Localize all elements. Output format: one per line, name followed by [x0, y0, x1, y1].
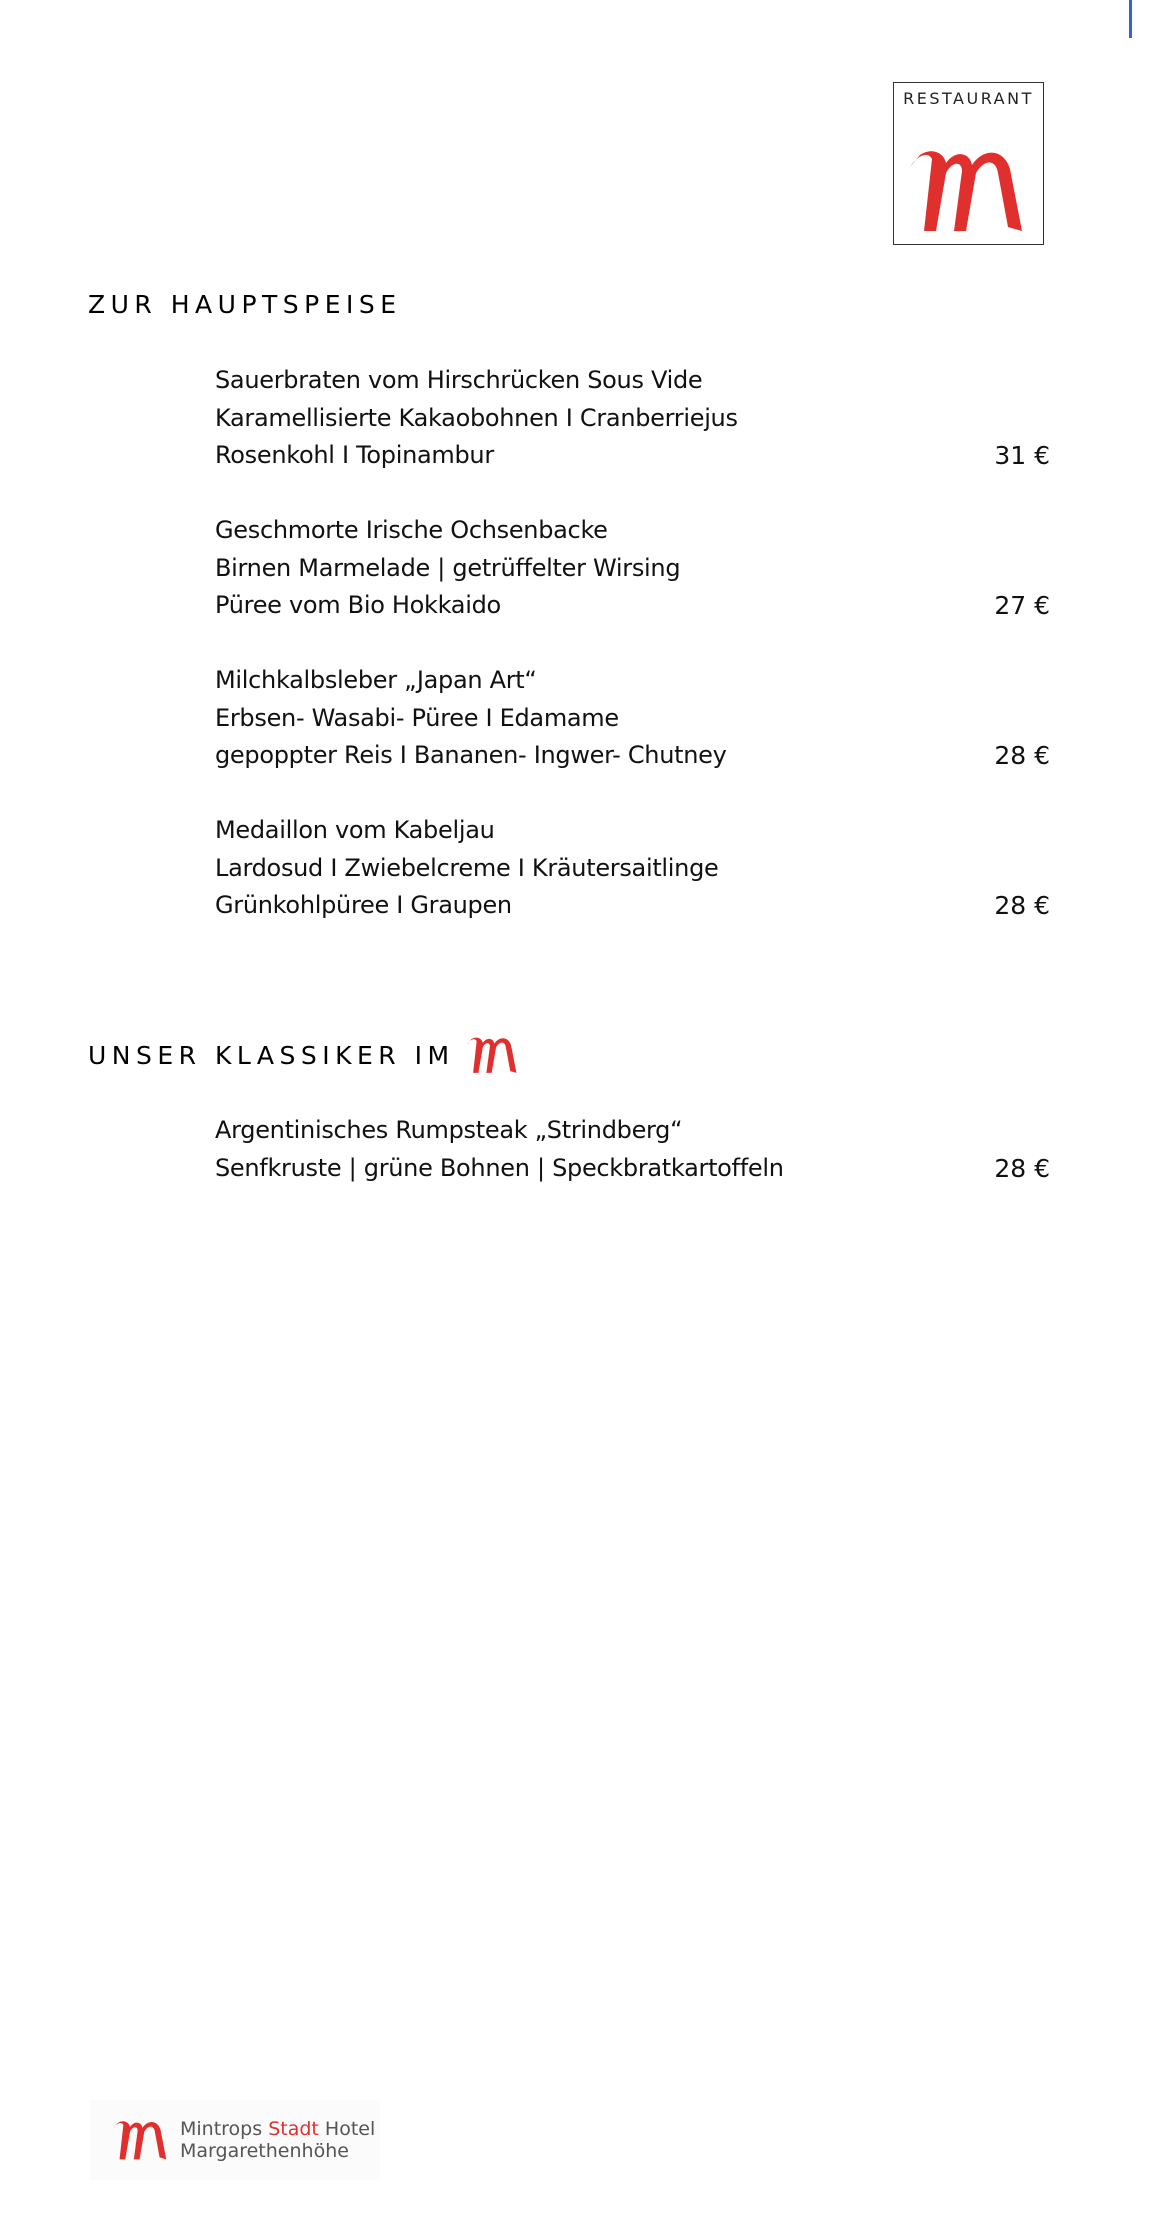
dish-description: Lardosud I Zwiebelcreme I Kräutersaitlinge	[215, 853, 719, 882]
section-title-text: UNSER KLASSIKER IM	[88, 1040, 455, 1070]
dish-description: Erbsen- Wasabi- Püree I Edamame	[215, 703, 619, 732]
hotel-name-part: Mintrops	[180, 2118, 263, 2140]
logo-word: RESTAURANT	[903, 89, 1034, 108]
hotel-name-part: Hotel	[324, 2118, 376, 2140]
dish-description: Rosenkohl I Topinambur	[215, 441, 494, 469]
dish-name: Argentinisches Rumpsteak „Strindberg“	[215, 1116, 683, 1144]
script-m-logo-icon	[463, 1034, 523, 1076]
dish-name: Milchkalbsleber „Japan Art“	[215, 666, 537, 694]
hotel-name-line-1	[180, 2118, 375, 2140]
dish-price: 28 €	[994, 741, 1050, 770]
hotel-name-part-accent: Stadt	[268, 2118, 319, 2140]
section-title-classic	[88, 1034, 523, 1076]
hotel-name	[180, 2118, 375, 2162]
hotel-logo	[90, 2100, 380, 2180]
page-edge-marker	[1129, 0, 1132, 38]
dish-description: Grünkohlpüree I Graupen	[215, 891, 512, 919]
dish-description: gepoppter Reis I Bananen- Ingwer- Chutney	[215, 741, 727, 769]
dish-price: 31 €	[994, 441, 1050, 470]
script-m-logo-icon	[110, 2116, 172, 2164]
section-title-main-courses	[88, 290, 402, 319]
menu-item-ochsenbacke	[215, 512, 1050, 625]
section-title-text: ZUR HAUPTSPEISE	[88, 290, 402, 319]
dish-name: Geschmorte Irische Ochsenbacke	[215, 516, 608, 544]
menu-item-kabeljau	[215, 812, 1050, 925]
dish-price: 28 €	[994, 891, 1050, 920]
dish-description: Karamellisierte Kakaobohnen I Cranberriejus	[215, 403, 738, 432]
dish-name: Medaillon vom Kabeljau	[215, 816, 495, 844]
dish-price: 27 €	[994, 591, 1050, 620]
dish-price: 28 €	[994, 1153, 1050, 1183]
dish-description: Püree vom Bio Hokkaido	[215, 591, 501, 619]
dish-name: Sauerbraten vom Hirschrücken Sous Vide	[215, 366, 703, 394]
dish-description: Senfkruste | grüne Bohnen | Speckbratkartoffeln	[215, 1153, 784, 1182]
hotel-name-line-2: Margarethenhöhe	[180, 2140, 349, 2162]
menu-item-kalbsleber	[215, 662, 1050, 775]
dish-description: Birnen Marmelade | getrüffelter Wirsing	[215, 553, 681, 582]
menu-item-sauerbraten	[215, 362, 1050, 475]
script-m-logo-icon	[904, 143, 1034, 238]
restaurant-logo	[893, 82, 1044, 245]
menu-item-rumpsteak	[215, 1112, 1050, 1187]
